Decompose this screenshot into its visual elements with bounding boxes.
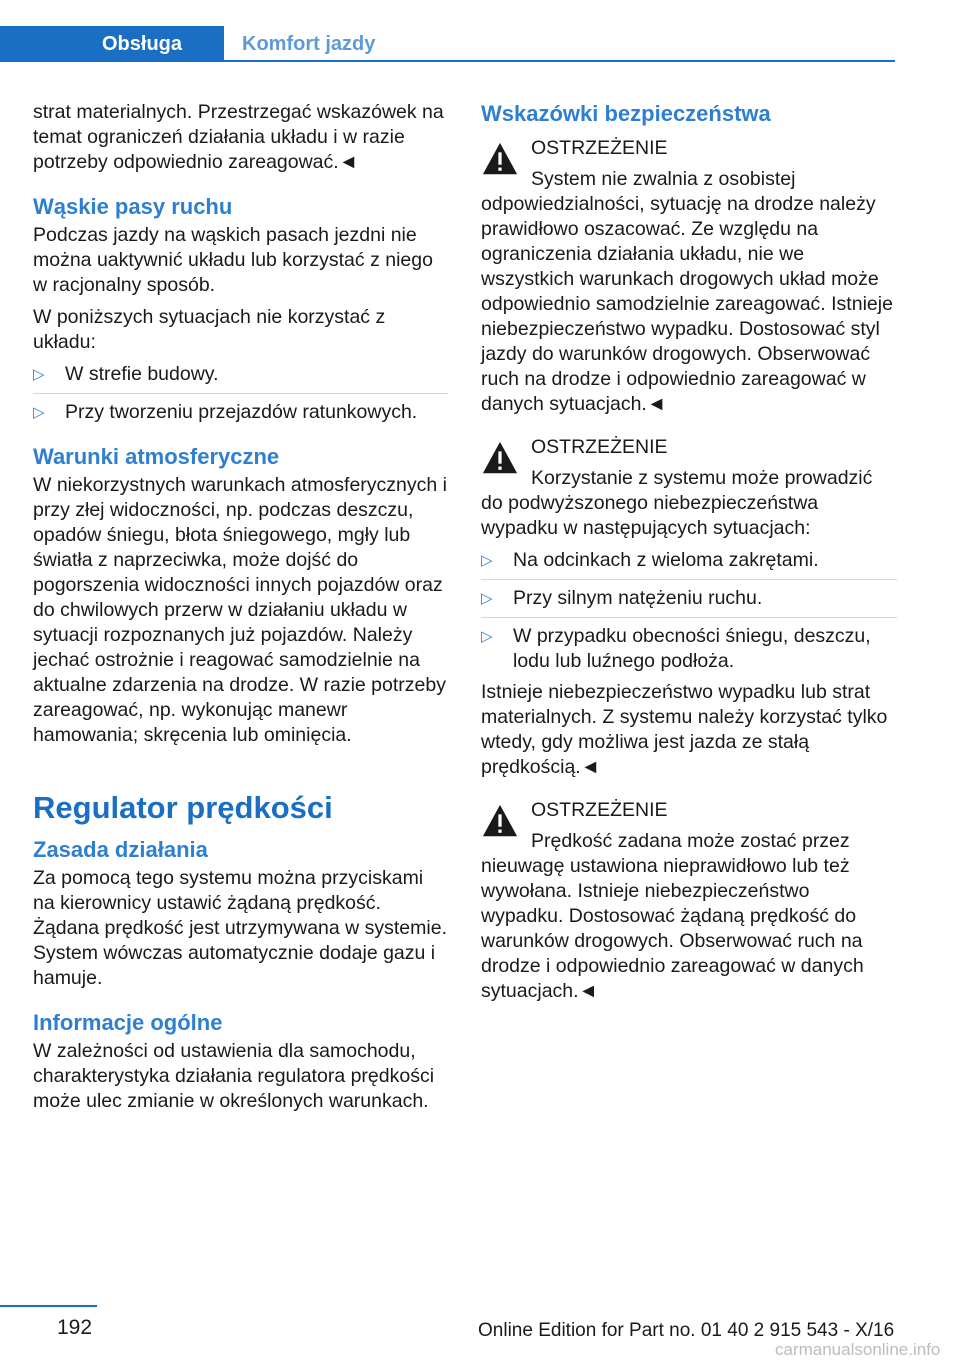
safety-heading: Wskazówki bezpieczeństwa (481, 101, 771, 126)
triangle-bullet-icon: ▷ (33, 404, 45, 421)
warning-block-2 (481, 435, 897, 541)
general-info-heading: Informacje ogólne (33, 1010, 223, 1035)
list-item-text: Na odcinkach z wieloma zakrętami. (513, 549, 819, 571)
list-divider (481, 617, 897, 618)
list-divider (33, 393, 448, 394)
list-item (33, 400, 448, 425)
weather-paragraph: W niekorzystnych warunkach atmosferycznych i przy złej widoczności, np. podczas deszczu, opadów śniegu, błota śniegowego, mgły lub światła z naprzeciwka, może dojść do pogorszenia widoczności innych pojazdów oraz do chwilowych przerw w działaniu układu w sytuacji rozpoznanych już pojazdów. Należy jechać ostrożnie i reagować samodzielnie na aktualne zdarzenia na drodze. W razie potrzeby zareagować, np. wykonując manewr hamowania; skręcenia lub ominięcia. (33, 474, 447, 746)
warning-triangle-icon (481, 802, 519, 840)
warning-triangle-icon (481, 140, 519, 178)
list-item-text: Przy tworzeniu przejazdów ratunkowych. (65, 401, 418, 423)
watermark: carmanualsonline.info (775, 1340, 941, 1359)
narrow-lanes-heading: Wąskie pasy ruchu (33, 194, 233, 219)
page-number: 192 (57, 1316, 93, 1339)
section-title: Regulator prędkości (33, 790, 333, 825)
tab-obsluga-label: Obsługa (101, 32, 182, 55)
warning-text: Korzystanie z systemu może prowadzić do podwyższonego niebezpieczeństwa wypadku w następujących sytuacjach: (481, 467, 873, 539)
list-divider (481, 579, 897, 580)
footer-divider (0, 1305, 97, 1307)
tab-obsluga[interactable] (0, 26, 224, 62)
narrow-lanes-paragraph-1: Podczas jazdy na wąskich pasach jezdni nie można uaktywnić układu lub korzystać z niego w racjonalny sposób. (33, 224, 433, 296)
header-divider (224, 60, 895, 62)
narrow-lanes-paragraph-2: W poniższych sytuacjach nie korzystać z układu: (33, 306, 386, 353)
general-info-paragraph: W zależności od ustawienia dla samochodu, charakterystyka działania regulatora prędkości może ulec zmianie w określonych warunkach. (33, 1040, 435, 1112)
principle-heading: Zasada działania (33, 837, 208, 862)
page-header (0, 26, 895, 62)
warning-title: OSTRZEŻENIE (531, 137, 668, 159)
warning-2-followup: Istnieje niebezpieczeństwo wypadku lub strat materialnych. Z systemu należy korzystać tylko wtedy, gdy możliwa jest jazda ze stałą prędkością.◄ (481, 681, 888, 778)
weather-heading: Warunki atmosferyczne (33, 444, 280, 469)
triangle-bullet-icon: ▷ (481, 552, 493, 569)
list-item (481, 548, 897, 573)
warning-text: Prędkość zadana może zostać przez nieuwagę ustawiona nieprawidłowo lub też wywołana. Istnieje niebezpieczeństwo wypadku. Dostosować żądaną prędkość do warunków drogowych. Obserwować ruch na drodze i odpowiednio zareagować w danych sytuacjach.◄ (481, 830, 864, 1002)
tab-komfort-jazdy[interactable] (224, 26, 375, 62)
warning-text: System nie zwalnia z osobistej odpowiedzialności, sytuację na drodze należy prawidłowo oszacować. Ze względu na ograniczenia działania układu, nie we wszystkich warunkach drogowych układ może odpowiednio samodzielnie zareagować. Istnieje niebezpieczeństwo wypadku. Dostosować styl jazdy do warunków drogowych. Obserwować ruch na drodze i odpowiednio zareagować w danych sytuacjach.◄ (481, 168, 893, 415)
principle-paragraph: Za pomocą tego systemu można przyciskami na kierownicy ustawić żądaną prędkość. Żądana prędkość jest utrzymywana w systemie. System wówczas automatycznie dodaje gazu i hamuje. (33, 867, 447, 989)
warning-title: OSTRZEŻENIE (531, 436, 668, 458)
warning-title: OSTRZEŻENIE (531, 799, 668, 821)
list-item-text: W strefie budowy. (65, 363, 219, 385)
right-column (481, 100, 897, 1011)
list-item (481, 586, 897, 611)
list-item-text: W przypadku obecności śniegu, deszczu, lodu lub luźnego podłoża. (513, 625, 871, 672)
list-item-text: Przy silnym natężeniu ruchu. (513, 587, 763, 609)
tab-komfort-jazdy-label: Komfort jazdy (242, 32, 376, 55)
triangle-bullet-icon: ▷ (481, 628, 493, 645)
triangle-bullet-icon: ▷ (481, 590, 493, 607)
list-item (33, 362, 448, 387)
list-item (481, 624, 897, 674)
left-column (33, 100, 448, 1121)
warning-triangle-icon (481, 439, 519, 477)
triangle-bullet-icon: ▷ (33, 366, 45, 383)
intro-paragraph: strat materialnych. Przestrzegać wskazówek na temat ograniczeń działania układu i w razie potrzeby odpowiednio zareagować.◄ (33, 101, 444, 173)
edition-text: Online Edition for Part no. 01 40 2 915 543 - X/16 (478, 1320, 895, 1341)
warning-block-1 (481, 136, 897, 417)
warning-block-3 (481, 798, 897, 1004)
